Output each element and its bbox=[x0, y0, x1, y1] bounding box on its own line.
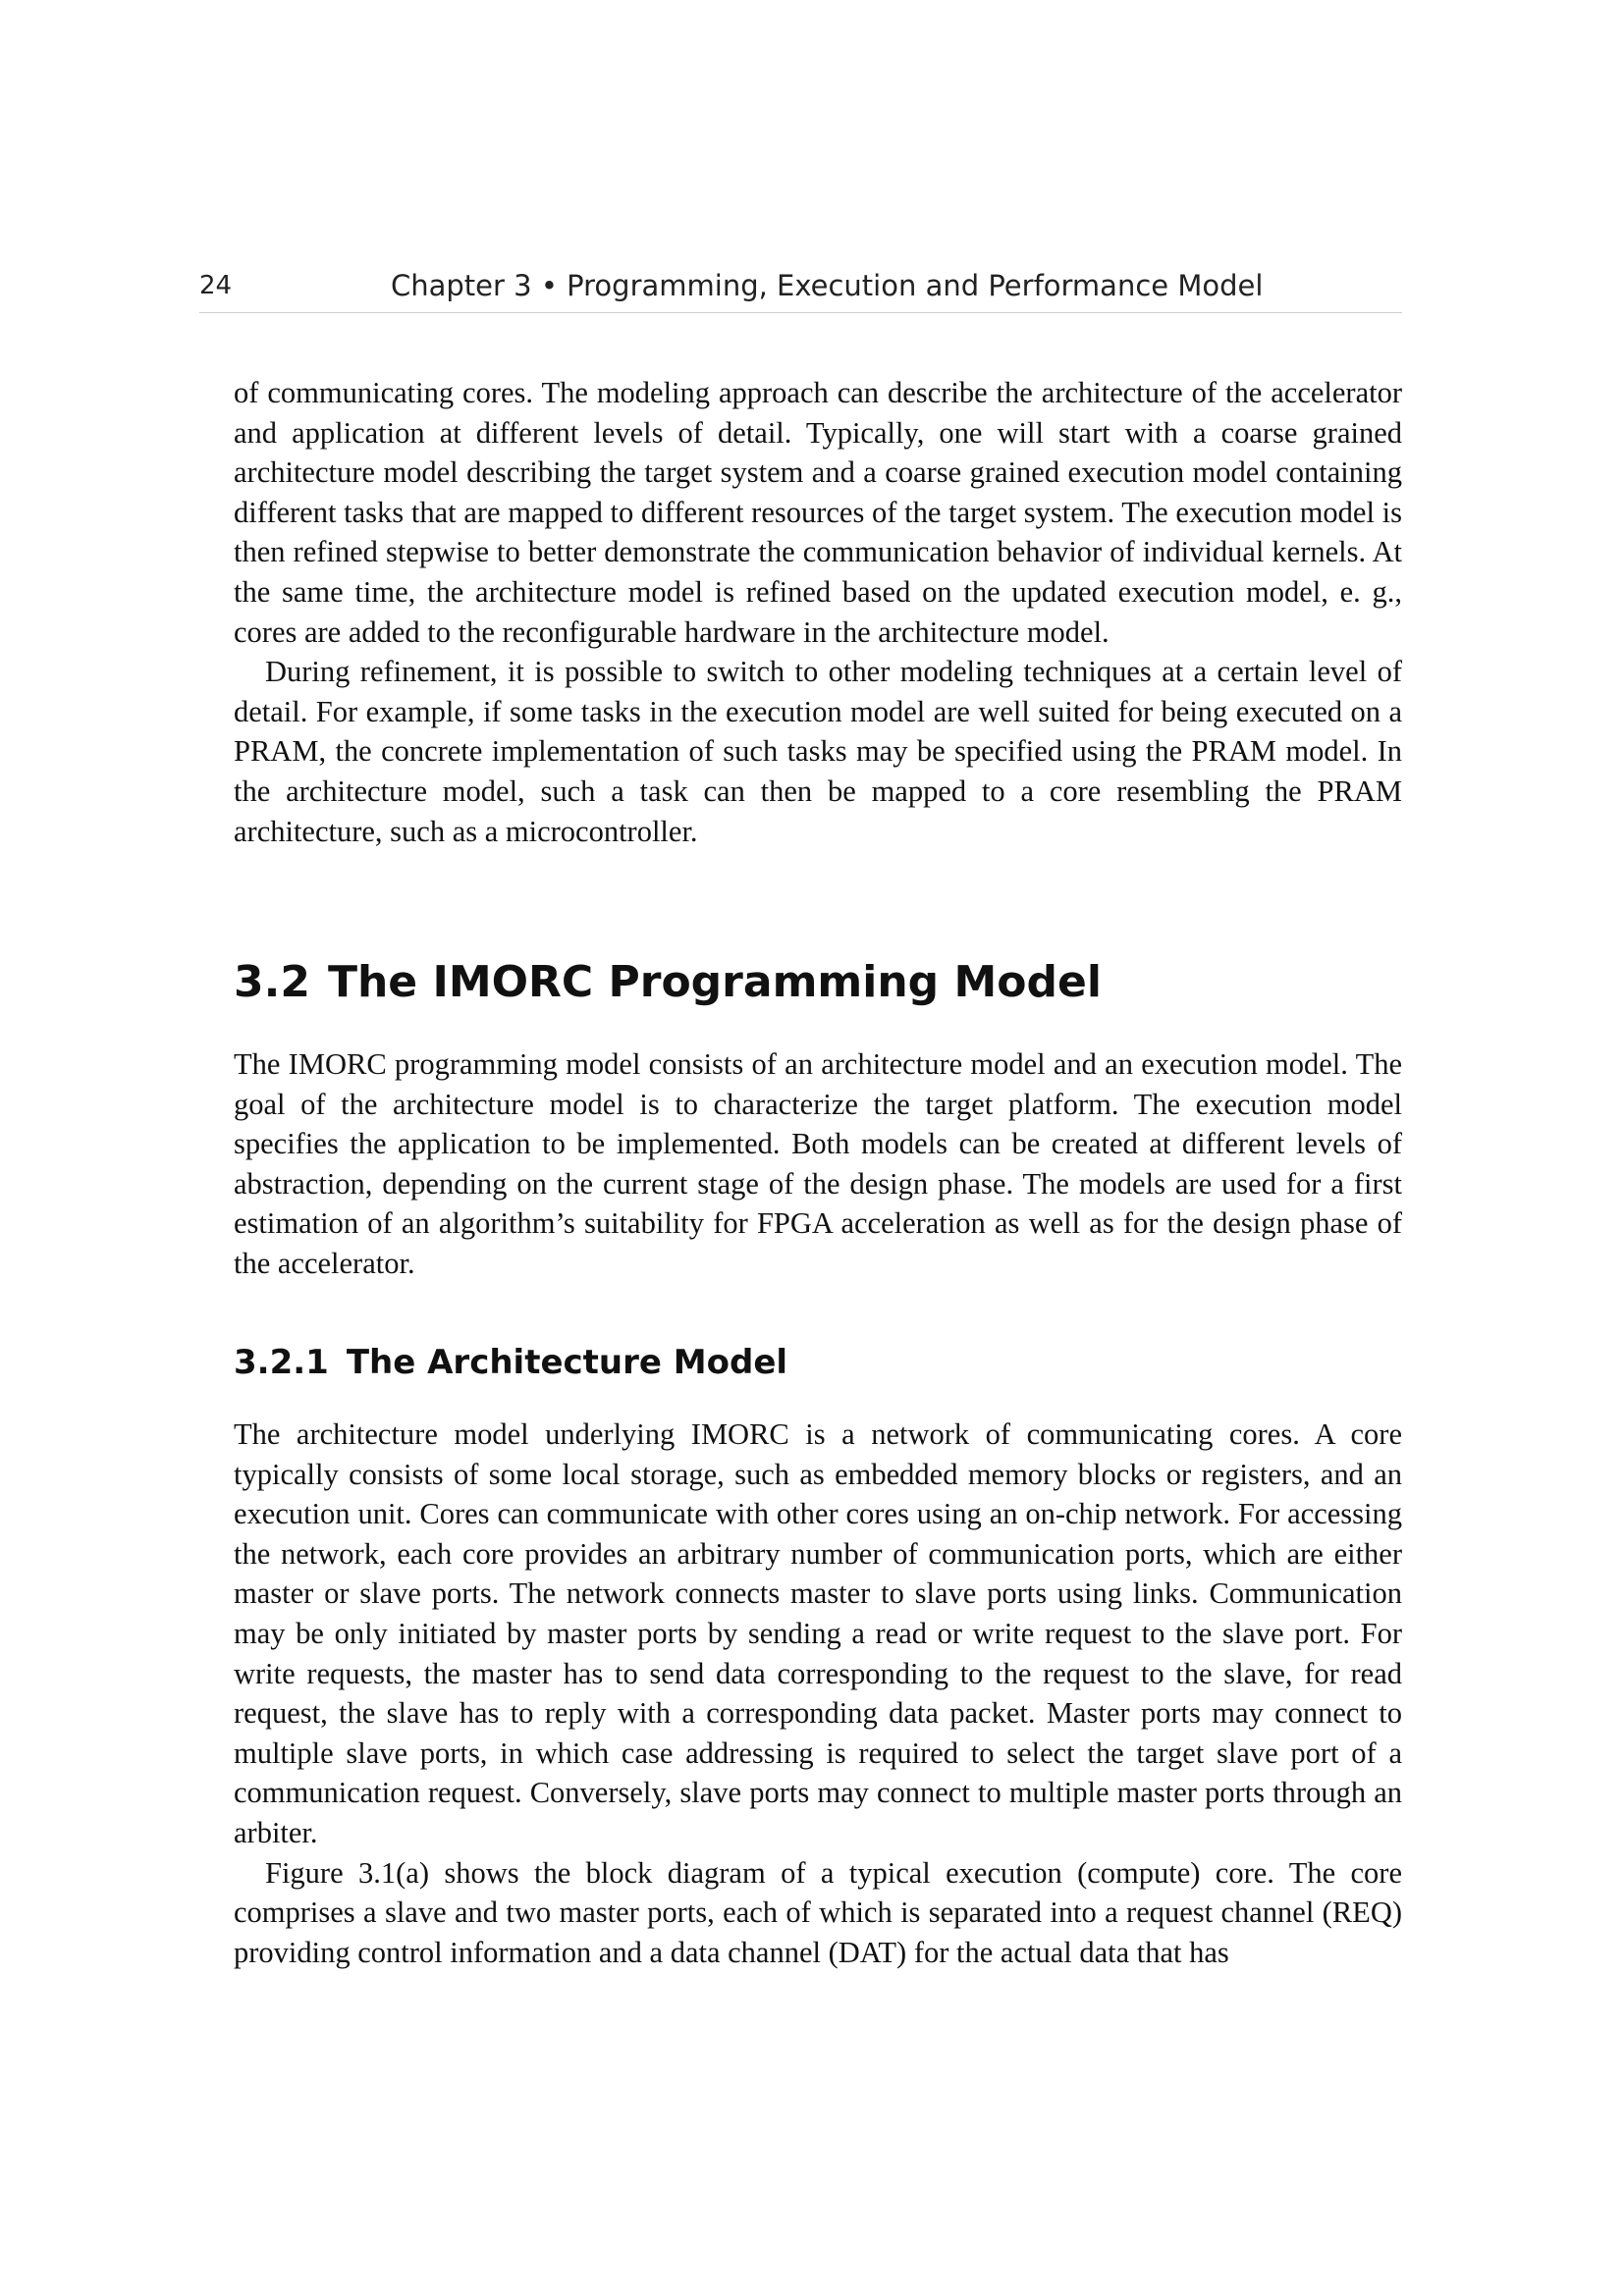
subsection-title: The Architecture Model bbox=[346, 1343, 788, 1382]
body-paragraph: Figure 3.1(a) shows the block diagram of a typical execution (compute) core. The core comprises a slave and two master ports, each of which is separated into a request channel (REQ) providing control information and a data channel (DAT) for the actual data that has bbox=[234, 1855, 1402, 1969]
body-paragraph: The IMORC programming model consists of an architecture model and an execution model. The goal of the architecture model is to characterize the target platform. The execution model specifies the application to be implemented. Both models can be created at different levels of abstraction, depending on the current stage of the design phase. The models are used for a first estimation of an algorithm’s suitability for FPGA acceleration as well as for the design phase of the accelerator. bbox=[234, 1047, 1402, 1280]
subsection-text bbox=[234, 1415, 1402, 1972]
subsection-number: 3.2.1 bbox=[234, 1343, 329, 1382]
subsection-heading bbox=[234, 1343, 787, 1382]
running-title: Chapter 3 • Programming, Execution and Performance Model bbox=[391, 269, 1264, 302]
section-text bbox=[234, 1044, 1402, 1284]
body-paragraph: During refinement, it is possible to switch to other modeling techniques at a certain level of detail. For example, if some tasks in the execution model are well suited for being executed on a PRAM, the concrete implementation of such tasks may be specified using the PRAM model. In the architecture model, such a task can then be mapped to a core resembling the PRAM architecture, such as a microcontroller. bbox=[234, 655, 1402, 848]
section-number: 3.2 bbox=[234, 957, 310, 1007]
body-paragraph: of communicating cores. The modeling approach can describe the architecture of the accelerator and application at different levels of detail. Typically, one will start with a coarse grained architecture model describing the target system and a coarse grained execution model containing different tasks that are mapped to different resources of the target system. The execution model is then refined stepwise to better demonstrate the communication behavior of individual kernels. At the same time, the architecture model is refined based on the updated execution model, e. g., cores are added to the reconfigurable hardware in the architecture model. bbox=[234, 376, 1402, 649]
page-number: 24 bbox=[199, 271, 233, 300]
section-heading bbox=[234, 957, 1102, 1007]
running-header bbox=[199, 267, 1402, 313]
section-title: The IMORC Programming Model bbox=[327, 957, 1102, 1007]
body-paragraph: The architecture model underlying IMORC is a network of communicating cores. A core typically consists of some local storage, such as embedded memory blocks or registers, and an execution unit. Cores can communicate with other cores using an on-chip network. For accessing the network, each core provides an arbitrary number of communication ports, which are either master or slave ports. The network connects master to slave ports using links. Communication may be only initiated by master ports by sending a read or write request to the slave port. For write requests, the master has to send data corresponding to the request to the slave, for read request, the slave has to reply with a corresponding data packet. Master ports may connect to multiple slave ports, in which case addressing is required to select the target slave port of a communication request. Conversely, slave ports may connect to multiple master ports through an arbiter. bbox=[234, 1417, 1402, 1849]
intro-text bbox=[234, 373, 1402, 851]
